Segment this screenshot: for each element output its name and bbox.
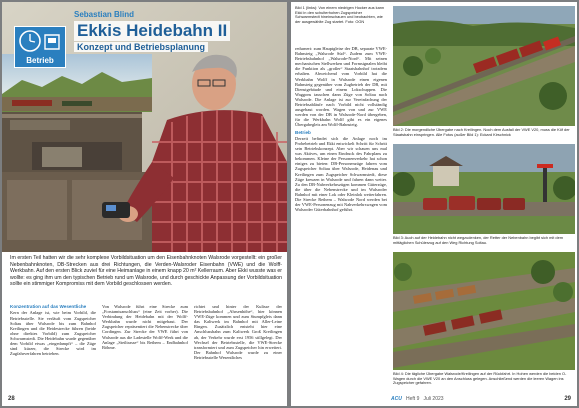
column-text: redurnert: zum Hauptgleise der DB, separate VWE-Bahnsteig „Walsrode Süd“. Zudem zum VWE-Betriebsbahnhof „Walsrode-Nord“. Mit seinen mechanischen Stellwerken und Formsignalen bleibt die Funktion als „großer“ Staatsbahnhof trotzdem erhalten. Abweichend vom Vorbild hat die Werkbahn Wolff in Walsrode einen eigenen Bahnsteig gegenüber vom Zugbetrieb der DB, mit Dienstgebäude und einem Lokschuppen. Die Waggons tauschen dann Züge von Soltau nach Walsrode. Die Anlage ist zur Vereinfachung der Betriebsabläufe nach Vorbild nicht vollständig ausgebaut worden. Wagen von und zur VWE werden von der DB in Walsrode-Nord übergeben, für die Werkbahn Wolff gibt es ein eigenes Übergabegleis am Wolff-Bahnsteig.	[295, 46, 387, 128]
section-heading-betrieb: Betrieb	[295, 129, 311, 135]
caption-bild-1: Bild 1 (links): Von einem niedrigen Hocker aus kann Ekki in den schulterhohen Zugspeicher Schwarmstedt hineinschauen und beobachten, wie der ausgewählte Zug startet. Foto: OGN	[295, 5, 385, 24]
column-text: richtet und hinter der Kulisse der Betriebsbahnhof „Ahrsenhöhe“, hier können VWE-Züge kommen und zum Stumpfgleis dann das Kaliwerk im Bahnhof mit Aller-Leine Ringen. Zusätzlich entsteht hier eine Anschlussbahn zum Kaliwerk Groß Kreilingen ab, der Verkehr wurde erst 1956 stillgelegt. Der Wechsel der Betriebsstelle, die VWE-Strecke transformiert und zum Zugspeicher hin erweitert. Der Bahnhof Walsrode wurde zu einer Betriebsstelle Wesentliches	[194, 304, 282, 360]
article-subtitle: Konzept und Betriebsplanung	[74, 42, 208, 52]
intro-paragraph: Im ersten Teil hatten wir die sehr komplexe Vorbildsituation um den Eisenbahnknoten Walsrode vorgestellt: ein großer Nebenbahnknoten, DB-Strecken aus drei Richtungen, die Verden-Walsroder Eisenbahn (VWE) und die Wolff-Werkbahn. Auf den ersten Blick zuviel für eine Heimanlage in einem knapp 20 m² Kellerraum. Aber Ekki wusste was er wollte: es ging ihm um den typischen Betrieb rund um Walsrode, und durch geschickte Anpassung der Vorbildsituation sollte ein stimmiger Kompromiss mit dem Vorbild geschlossen werden.	[10, 255, 282, 287]
page-number-right: 29	[564, 396, 571, 402]
clock-phone-icon	[15, 27, 65, 55]
photo-bild-2	[393, 6, 575, 126]
footer-date: Juli 2023	[423, 396, 444, 402]
caption-bild-4: Bild 4: Die tägliche Übergabe Walsrode/Kreilingen auf der Rückfahrt. In Hohen werden die beiden O-Wagen durch die VWE V20 an den Anschluss gelegen. Anschließend werden die leeren Wagen ins Zugspeicher gefahren.	[393, 371, 567, 386]
photo-bild-3-image	[393, 144, 575, 234]
left-column-2	[102, 304, 188, 394]
caption-bild-2: Bild 2: Die morgendliche Übergabe nach Kreilingen. Noch dem Ausfall der VWE V20, muss die Köf der Staatsbahn einspringen. Alle Fotos (außer Bild 1): Eckard Kirschnick	[393, 127, 570, 137]
footer-issue: Heft 9	[406, 396, 420, 402]
category-badge	[14, 26, 66, 68]
article-title: Ekkis Heidebahn II	[74, 21, 230, 41]
photo-bild-3	[393, 144, 575, 234]
page-number-left: 28	[8, 396, 15, 402]
category-badge-label: Betrieb	[26, 56, 54, 65]
column-text: Derzeit befindet sich die Anlage noch im Probebetrieb und Ekki entwickelt Schritt für Schritt sein Betriebskonzept. Aber wir schauen uns mal was Aktives, um einen Eindruck des Fahrplans zu bekommen. Kleine der Personenverkehr hat schon einiges zu bieten: DB-Personenzüge fahren vom Zugspeicher Soltau über Walsrode, Heidenau und Kreilingen zum Zugspeicher Schwarmstedt, diese Züge kreuzen in Walsrode und fahren dann weiter. Zu den DB-Nahverkehrszügen kommen Güterzüge, die über die Nebenstrecke und im Walsroder Bahnhof mit einer Lok oder Kleinlok weiterfahren. Die Strecke Rethem – Walsrode Nord werden bei der VWE-Personenzug mit Nahverkehrswagen vom Walsroder Güterbahnhof geführt.	[295, 135, 387, 213]
article-author: Sebastian Blind	[74, 10, 135, 19]
column-text: Kern der Anlage ist, wie beim Vorbild, die Betriebsstelle. Sie verläuft vom Zugspeicher Soltau über Walsrode bis zum Bahnhof Kreilingen und die Heidestrecke führen (beide ohne direktes Vorbild) zum Zugspeicher Schwarmstedt. Die Heidebahn wurde gegenüber dem Vorbild etwas „eingedampft“ – die Züge sind kürzer, die Strecke wird im Zugfahrverfahren betrieben.	[10, 310, 96, 357]
section-heading: Konzentration auf das Wesentliche	[10, 304, 87, 309]
left-page	[2, 2, 287, 406]
footer-magazine: ACU	[391, 396, 402, 402]
right-page	[291, 2, 577, 406]
photo-bild-4-image	[393, 252, 575, 370]
photo-bild-4	[393, 252, 575, 370]
left-column-3	[194, 304, 282, 394]
right-column-1	[295, 46, 387, 398]
caption-bild-3: Bild 3: Auch auf der Heidebahn nicht wegzudenken, der Retter der Nebenbahn begibt sich mit dem mittäglichen Schülerzug auf den Weg Richtung Soltau.	[393, 235, 563, 245]
column-text: Von Walsrode führt eine Strecke zum „Forstamtsanschluss“ (eine Zeit vorher). Die Verbindung der Heidebahn mit der Wolff-Werkbahn wurde nicht mitgebaut. Der Zugspeicher repräsentiert die Nebenstrecke über Cordingen. Zur Strecke der VWE führt von Walsrode aus die Ladestelle Wolff-Werk und die Anlage „Steiltrasse“ bis Rethem – Endbahnhof Böhme.	[102, 304, 188, 350]
footer	[391, 396, 444, 402]
photo-bild-2-image	[393, 6, 575, 126]
left-column-1	[10, 302, 96, 394]
